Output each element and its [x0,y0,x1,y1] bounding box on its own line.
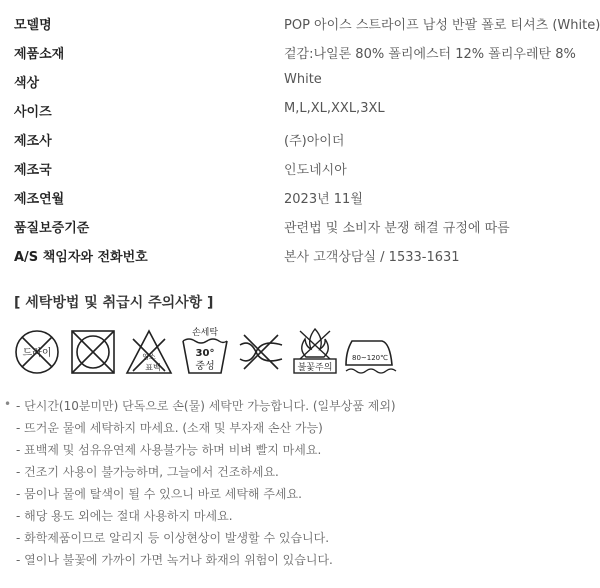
svg-text:중성: 중성 [195,361,215,372]
spec-label: 제품소재 [14,47,65,62]
spec-value: 인도네시아 [284,163,347,178]
spec-value: M,L,XL,XXL,3XL [284,101,385,116]
spec-label: 제조연월 [14,192,65,207]
spec-value: 2023년 11월 [284,192,363,207]
care-notes-list [4,397,594,573]
spec-label: 제조사 [14,134,52,149]
spec-row-material [14,39,594,68]
care-note: - 열이나 불꽃에 가까이 가면 녹거나 화재의 위험이 있습니다. [16,553,333,567]
spec-row-model [14,10,600,39]
spec-value: White [284,72,322,87]
care-note: - 화학제품이므로 알리지 등 이상현상이 발생할 수 있습니다. [16,531,330,545]
spec-row-quality [14,213,594,242]
iron-low-temp-icon [342,325,400,379]
no-wring-icon [236,325,286,379]
care-note: - 표백제 및 섬유유연제 사용불가능 하며 비벼 빨지 마세요. [16,443,322,457]
product-spec-table [14,10,600,271]
svg-text:80~120℃: 80~120℃ [352,354,388,362]
spec-value: 본사 고객상담실 / 1533-1631 [284,250,460,265]
svg-text:드라이: 드라이 [22,348,52,359]
no-tumble-dry-icon [68,325,118,379]
spec-label: A/S 책임자와 전화번호 [14,250,148,265]
no-bleach-icon [124,325,174,379]
spec-label: 모델명 [14,18,52,33]
care-note: - 건조기 사용이 불가능하며, 그늘에서 건조하세요. [16,465,279,479]
care-icons [12,325,412,381]
svg-text:염소: 염소 [142,353,156,361]
bullet-icon: • [4,397,12,411]
no-dry-clean-icon [12,325,62,379]
spec-value: 관련법 및 소비자 분쟁 해결 규정에 따름 [284,221,510,236]
svg-text:표백: 표백 [145,363,161,372]
spec-label: 제조국 [14,163,52,178]
spec-value: POP 아이스 스트라이프 남성 반팔 폴로 티셔츠 (White) [284,18,600,33]
care-note: - 뜨거운 물에 세탁하지 마세요. (소재 및 부자재 손산 가능) [16,421,323,435]
spec-label: 품질보증기준 [14,221,90,236]
care-note: - 해당 용도 외에는 절대 사용하지 마세요. [16,509,233,523]
care-note: • - 단시간(10분미만) 단독으로 손(물) 세탁만 가능합니다. (일부상품 제외) [4,397,396,413]
spec-row-as-contact [14,242,594,271]
spec-label: 색상 [14,76,40,91]
svg-text:30°: 30° [195,348,215,359]
spec-row-manufacturer [14,126,594,155]
spec-label: 사이즈 [14,105,52,120]
care-note: - 뭄이나 물에 탈색이 될 수 있으니 바로 세탁해 주세요. [16,487,302,501]
spec-row-date [14,184,594,213]
spec-row-color [14,68,594,97]
svg-text:손세탁: 손세탁 [191,328,219,338]
hand-wash-30-icon [178,325,232,379]
spec-row-size [14,97,594,126]
spec-value: 겉감:나일론 80% 폴리에스터 12% 폴리우레탄 8% [284,47,576,62]
svg-text:불꽃주의: 불꽃주의 [297,363,333,373]
spec-value: (주)아이더 [284,134,345,149]
care-section-title: [ 세탁방법 및 취급시 주의사항 ] [14,295,214,311]
spec-row-country [14,155,594,184]
flame-caution-icon [290,325,340,379]
